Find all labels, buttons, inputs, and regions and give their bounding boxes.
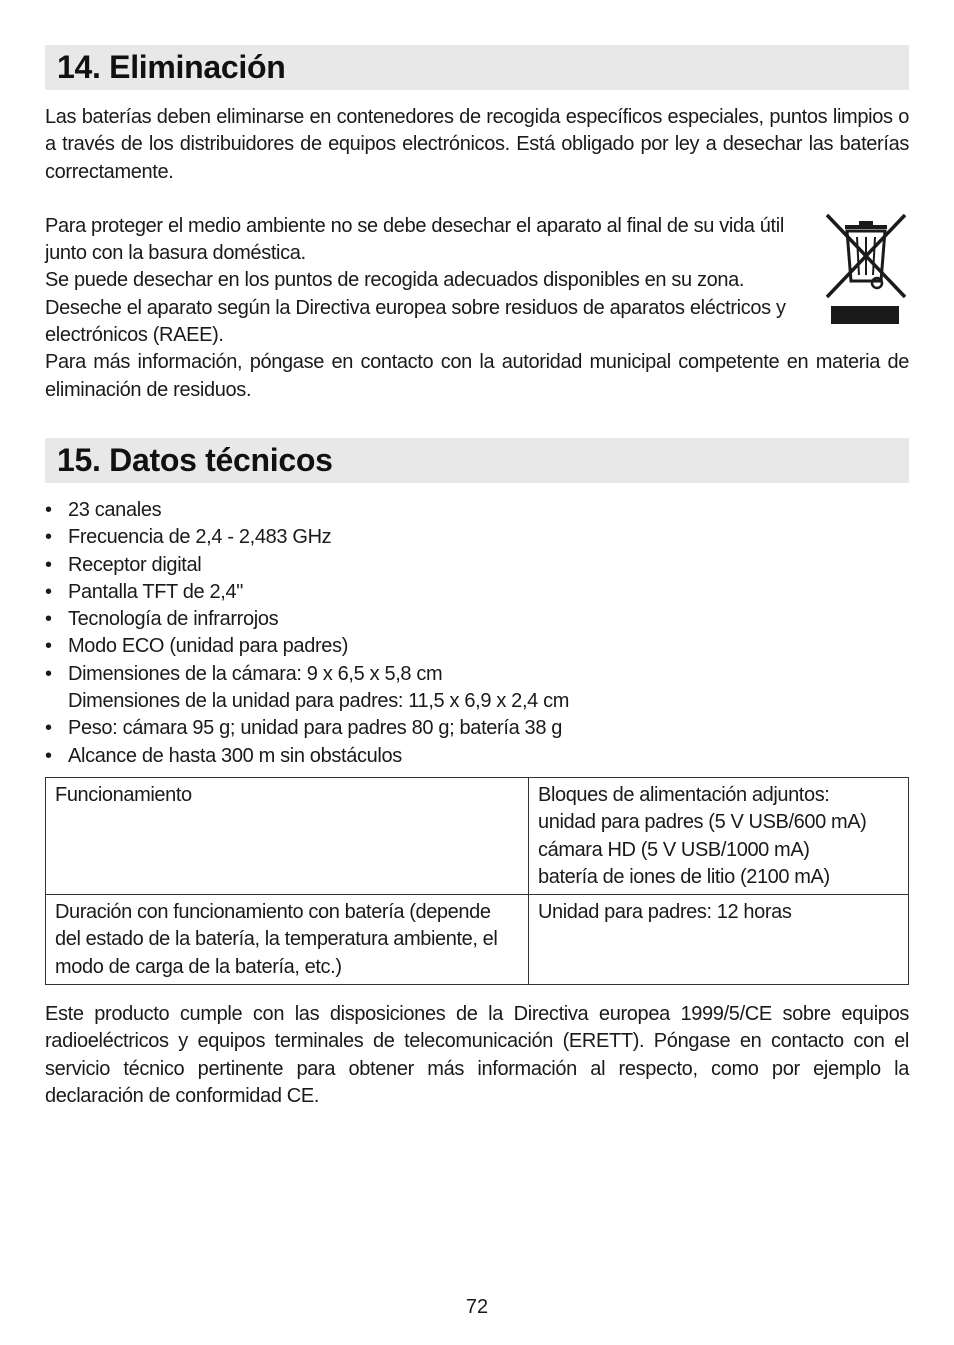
- weee-paragraph-2: Se puede desechar en los puntos de recogida adecuados disponibles en su zona. Deseche el aparato según la Directiva europea sobre residuos de aparatos eléctricos y electrónicos (RAEE).: [45, 269, 786, 347]
- spec-text: Tecnología de infrarrojos: [68, 608, 279, 631]
- table-line: cámara HD (5 V USB/1000 mA): [538, 838, 810, 861]
- bullet: •: [45, 662, 52, 685]
- spec-text: Receptor digital: [68, 553, 202, 576]
- spec-text: Dimensiones de la cámara: 9 x 6,5 x 5,8 cm: [68, 662, 443, 685]
- weee-text: [45, 213, 810, 349]
- list-item: [45, 633, 909, 660]
- bullet: •: [45, 580, 52, 603]
- battery-disposal-paragraph: Las baterías deben eliminarse en contenedores de recogida específicos especiales, puntos limpios o a través de los distribuidores de equipos electrónicos. Está obligado por ley a desechar las baterías correctamente.: [45, 106, 909, 183]
- table-line: batería de iones de litio (2100 mA): [538, 865, 830, 888]
- more-info-paragraph: Para más información, póngase en contacto con la autoridad municipal competente en materia de eliminación de residuos.: [45, 351, 909, 401]
- section-heading-eliminacion: [45, 45, 909, 90]
- list-item: [45, 524, 909, 551]
- spec-text: Alcance de hasta 300 m sin obstáculos: [68, 744, 402, 767]
- list-item: [45, 743, 909, 770]
- spec-text: Peso: cámara 95 g; unidad para padres 80 g; batería 38 g: [68, 717, 563, 740]
- bullet: •: [45, 744, 52, 767]
- section-heading-datos-tecnicos: [45, 438, 909, 483]
- bullet: •: [45, 526, 52, 549]
- document-page: [45, 45, 909, 1110]
- list-item: [45, 661, 909, 716]
- weee-paragraph: Para proteger el medio ambiente no se debe desechar el aparato al final de su vida útil junto con la basura doméstica.: [45, 214, 784, 265]
- list-item: [45, 715, 909, 742]
- list-item: [45, 552, 909, 579]
- bullet: •: [45, 498, 52, 521]
- spec-text: Pantalla TFT de 2,4": [68, 580, 244, 603]
- section-title: 14. Eliminación: [57, 49, 286, 85]
- crossed-out-wheelie-bin-icon: [823, 213, 909, 349]
- list-item: [45, 579, 909, 606]
- spec-list: [45, 497, 909, 770]
- spec-text-continuation: Dimensiones de la unidad para padres: 11,5 x 6,9 x 2,4 cm: [68, 690, 570, 713]
- bullet: •: [45, 553, 52, 576]
- list-item: [45, 606, 909, 633]
- bullet: •: [45, 717, 52, 740]
- spec-text: Modo ECO (unidad para padres): [68, 635, 349, 658]
- table-line: Bloques de alimentación adjuntos:: [538, 783, 830, 806]
- table-cell-value: [529, 895, 909, 985]
- table-line: Unidad para padres: 12 horas: [538, 901, 792, 924]
- page-number: 72: [465, 1296, 489, 1318]
- compliance-paragraph: Este producto cumple con las disposiciones de la Directiva europea 1999/5/CE sobre equipos radioeléctricos y equipos terminales de telecomunicación (ERETT). Póngase en contacto con el servicio técnico pertinente para obtener más información al respecto, como por ejemplo la declaración de conformidad CE.: [45, 1003, 909, 1107]
- spec-text: 23 canales: [68, 498, 162, 521]
- tech-table: [45, 777, 909, 985]
- table-cell-value: [529, 777, 909, 894]
- table-line: unidad para padres (5 V USB/600 mA): [538, 811, 867, 834]
- bullet: •: [45, 608, 52, 631]
- bullet: •: [45, 635, 52, 658]
- table-row: [46, 895, 909, 985]
- table-cell-label: Funcionamiento: [46, 777, 529, 894]
- list-item: [45, 497, 909, 524]
- weee-block: [45, 213, 909, 349]
- section-title: 15. Datos técnicos: [57, 441, 333, 478]
- table-cell-label: Duración con funcionamiento con batería (depende del estado de la batería, la temperatura ambiente, el modo de carga de la batería, etc.): [46, 895, 529, 985]
- table-row: [46, 777, 909, 894]
- spec-text: Frecuencia de 2,4 - 2,483 GHz: [68, 526, 332, 549]
